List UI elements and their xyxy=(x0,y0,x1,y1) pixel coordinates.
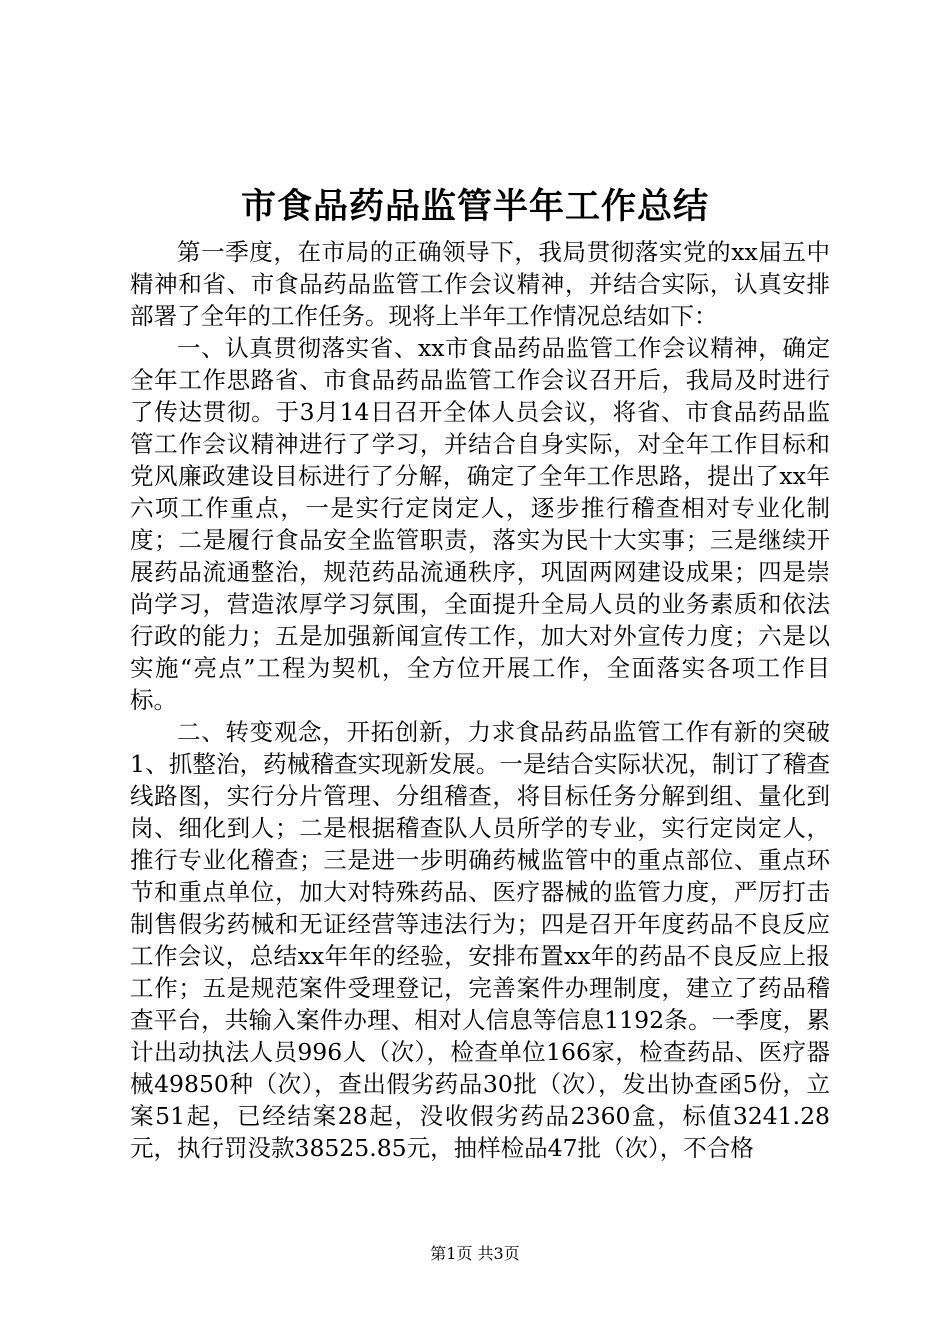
document-body xyxy=(130,236,830,1164)
document-title: 市食品药品监管半年工作总结 xyxy=(240,186,709,227)
paragraph-section-1: 一、认真贯彻落实省、xx市食品药品监管工作会议精神，确定全年工作思路省、市食品药品监管工作会议召开后，我局及时进行了传达贯彻。于3月14日召开全体人员会议，将省、市食品药品监管工作会议精神进行了学习，并结合自身实际，对全年工作目标和党风廉政建设目标进行了分解，确定了全年工作思路，提出了xx年六项工作重点，一是实行定岗定人，逐步推行稽查相对专业化制度；二是履行食品安全监管职责，落实为民十大实事；三是继续开展药品流通整治，规范药品流通秩序，巩固两网建设成果；四是崇尚学习，营造浓厚学习氛围，全面提升全局人员的业务素质和依法行政的能力；五是加强新闻宣传工作，加大对外宣传力度；六是以实施“亮点”工程为契机，全方位开展工作，全面落实各项工作目标。 xyxy=(130,334,830,714)
paragraph-section-2: 二、转变观念，开拓创新，力求食品药品监管工作有新的突破1、抓整治，药械稽查实现新发展。一是结合实际状况，制订了稽查线路图，实行分片管理、分组稽查，将目标任务分解到组、量化到岗、细化到人；二是根据稽查队人员所学的专业，实行定岗定人，推行专业化稽查；三是进一步明确药械监管中的重点部位、重点环节和重点单位，加大对特殊药品、医疗器械的监管力度，严厉打击制售假劣药械和无证经营等违法行为；四是召开年度药品不良反应工作会议，总结xx年年的经验，安排布置xx年的药品不良反应上报工作；五是规范案件受理登记，完善案件办理制度，建立了药品稽查平台，共输入案件办理、相对人信息等信息1192条。一季度，累计出动执法人员996人（次），检查单位166家，检查药品、医疗器械49850种（次），查出假劣药品30批（次），发出协查函5份，立案51起，已经结案28起，没收假劣药品2360盒，标值3241.28元，执行罚没款38525.85元，抽样检品47批（次），不合格 xyxy=(130,718,830,1162)
page-number-footer: 第1页 共3页 xyxy=(430,1244,520,1263)
paragraph-intro: 第一季度，在市局的正确领导下，我局贯彻落实党的xx届五中精神和省、市食品药品监管工作会议精神，并结合实际，认真安排部署了全年的工作任务。现将上半年工作情况总结如下： xyxy=(130,238,830,330)
